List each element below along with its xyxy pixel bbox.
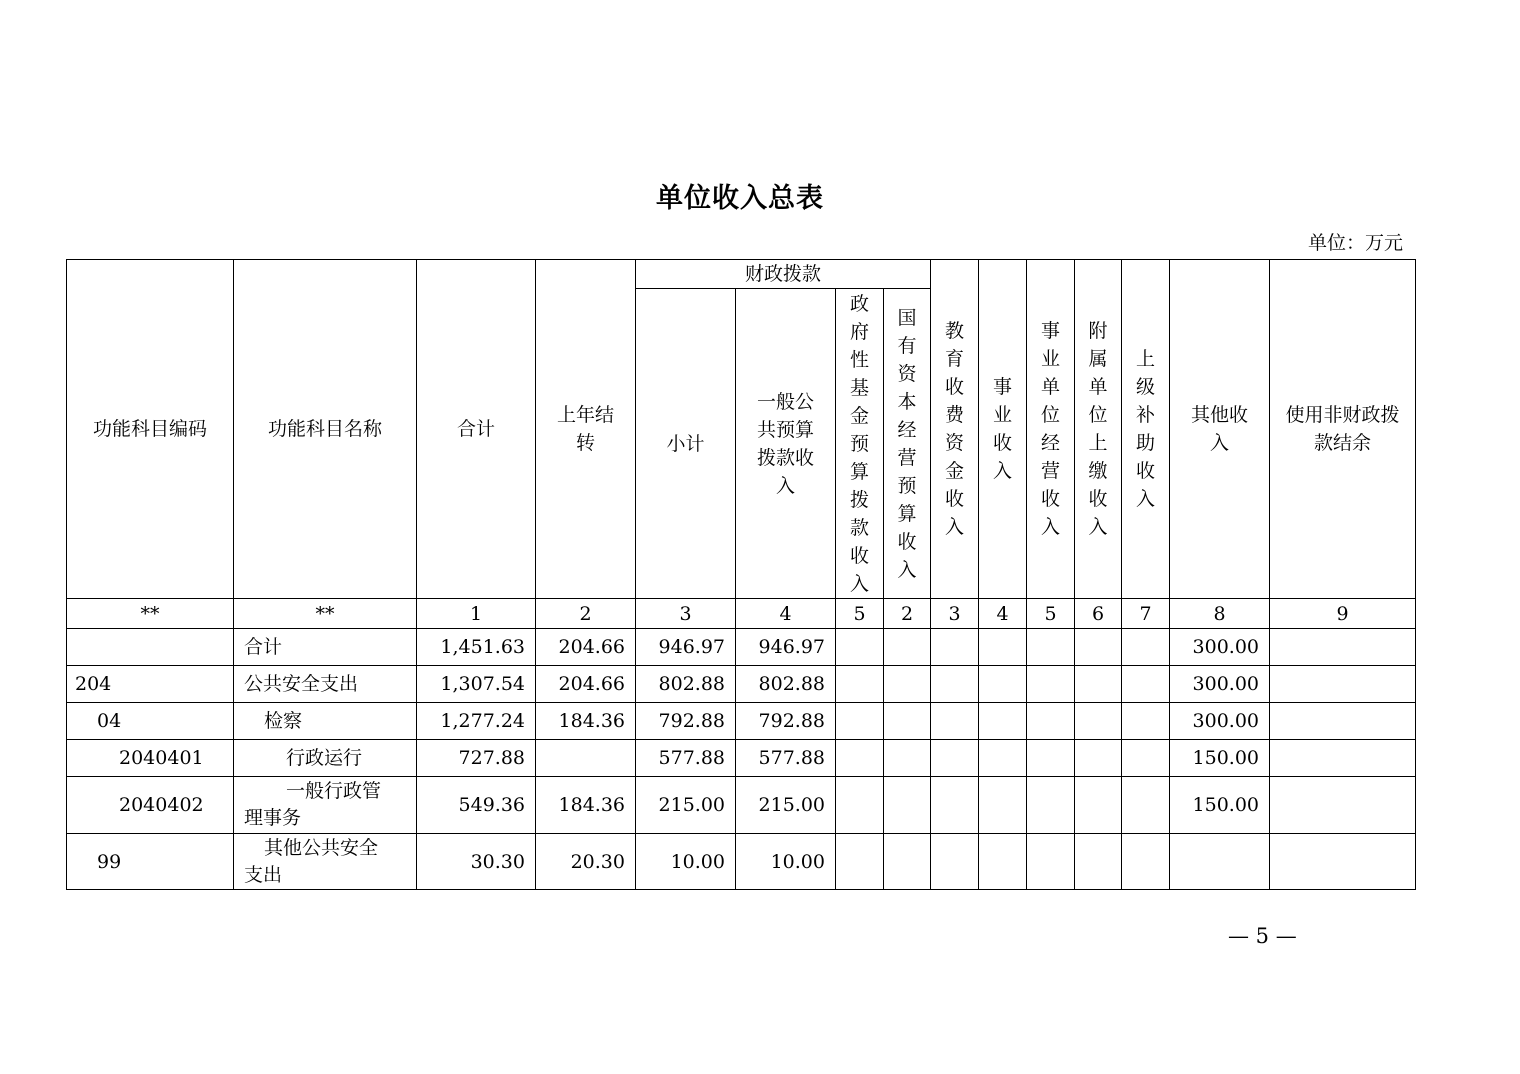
cell-total: 30.30 <box>417 834 536 890</box>
cell-empty <box>979 740 1027 777</box>
cell-empty <box>1075 777 1122 834</box>
cell-empty <box>979 703 1027 740</box>
cell-general: 215.00 <box>736 777 836 834</box>
cell-empty <box>884 777 931 834</box>
cell-name: 公共安全支出 <box>234 666 417 703</box>
cell-empty <box>884 703 931 740</box>
index-cell: 5 <box>1027 599 1075 629</box>
cell-empty <box>884 740 931 777</box>
cell-empty <box>1122 740 1170 777</box>
index-cell: 8 <box>1170 599 1270 629</box>
page-title: 单位收入总表 <box>656 183 824 214</box>
cell-subtotal: 792.88 <box>636 703 736 740</box>
cell-empty <box>979 666 1027 703</box>
cell-code <box>67 629 234 666</box>
cell-empty <box>884 666 931 703</box>
index-cell: 7 <box>1122 599 1170 629</box>
cell-empty <box>836 703 884 740</box>
header-superior-subsidy: 上级补助收入 <box>1122 260 1170 599</box>
cell-code: 2040401 <box>67 740 234 777</box>
index-cell: 6 <box>1075 599 1122 629</box>
header-subsidiary: 附属单位上缴收入 <box>1075 260 1122 599</box>
cell-empty <box>836 666 884 703</box>
cell-name-line2: 理事务 <box>244 807 302 829</box>
index-row <box>67 599 1416 629</box>
index-cell: 2 <box>884 599 931 629</box>
cell-total: 1,451.63 <box>417 629 536 666</box>
index-cell: 2 <box>536 599 636 629</box>
cell-empty <box>1270 666 1416 703</box>
header-other-income: 其他收入 <box>1170 260 1270 599</box>
cell-empty <box>1075 629 1122 666</box>
cell-other: 300.00 <box>1170 629 1270 666</box>
cell-general: 10.00 <box>736 834 836 890</box>
cell-empty <box>1122 834 1170 890</box>
cell-empty <box>1270 703 1416 740</box>
cell-total: 1,307.54 <box>417 666 536 703</box>
header-carryover: 上年结转 <box>536 260 636 599</box>
cell-code: 204 <box>67 666 234 703</box>
header-name: 功能科目名称 <box>234 260 417 599</box>
cell-code: 2040402 <box>67 777 234 834</box>
cell-total: 1,277.24 <box>417 703 536 740</box>
cell-name: 合计 <box>234 629 417 666</box>
cell-empty <box>836 834 884 890</box>
cell-empty <box>1270 740 1416 777</box>
table-row <box>67 703 1416 740</box>
cell-empty <box>1122 703 1170 740</box>
table-row <box>67 666 1416 703</box>
table-row <box>67 834 1416 890</box>
header-business-income: 事业收入 <box>979 260 1027 599</box>
cell-general: 946.97 <box>736 629 836 666</box>
cell-subtotal: 215.00 <box>636 777 736 834</box>
index-cell: 1 <box>417 599 536 629</box>
index-cell: 9 <box>1270 599 1416 629</box>
cell-name-line2: 支出 <box>244 863 283 886</box>
header-state-capital: 国有资本经营预算收入 <box>884 289 931 599</box>
cell-empty <box>884 834 931 890</box>
cell-name <box>234 777 417 834</box>
page-number: — 5 — <box>1228 924 1297 948</box>
cell-name: 行政运行 <box>234 740 417 777</box>
cell-empty <box>1027 703 1075 740</box>
cell-empty <box>1075 740 1122 777</box>
cell-general: 792.88 <box>736 703 836 740</box>
cell-code: 04 <box>67 703 234 740</box>
header-code: 功能科目编码 <box>67 260 234 599</box>
cell-subtotal: 802.88 <box>636 666 736 703</box>
cell-empty <box>979 629 1027 666</box>
header-total: 合计 <box>417 260 536 599</box>
cell-empty <box>931 703 979 740</box>
index-cell: ** <box>67 599 234 629</box>
cell-name-line1: 其他公共安全 <box>264 836 379 859</box>
cell-carryover: 204.66 <box>536 629 636 666</box>
cell-empty <box>836 629 884 666</box>
cell-empty <box>1122 629 1170 666</box>
cell-empty <box>979 777 1027 834</box>
index-cell: 5 <box>836 599 884 629</box>
cell-other: 300.00 <box>1170 703 1270 740</box>
header-business-operation: 事业单位经营收入 <box>1027 260 1075 599</box>
index-cell: ** <box>234 599 417 629</box>
cell-empty <box>931 777 979 834</box>
table-row <box>67 629 1416 666</box>
cell-carryover: 20.30 <box>536 834 636 890</box>
index-cell: 3 <box>636 599 736 629</box>
cell-empty <box>836 777 884 834</box>
cell-empty <box>1270 777 1416 834</box>
header-education-fee: 教育收费资金收入 <box>931 260 979 599</box>
cell-empty <box>1027 666 1075 703</box>
cell-name <box>234 834 417 890</box>
cell-empty <box>931 666 979 703</box>
cell-empty <box>1027 777 1075 834</box>
cell-carryover: 204.66 <box>536 666 636 703</box>
income-summary-table <box>66 259 1416 890</box>
header-gov-fund: 政府性基金预算拨款收入 <box>836 289 884 599</box>
cell-code: 99 <box>67 834 234 890</box>
header-general-budget: 一般公共预算拨款收入 <box>736 289 836 599</box>
cell-carryover: 184.36 <box>536 703 636 740</box>
cell-empty <box>1075 666 1122 703</box>
cell-empty <box>836 740 884 777</box>
cell-empty <box>1027 834 1075 890</box>
cell-empty <box>1270 629 1416 666</box>
cell-carryover <box>536 740 636 777</box>
cell-empty <box>884 629 931 666</box>
index-cell: 3 <box>931 599 979 629</box>
header-fiscal-group: 财政拨款 <box>636 260 931 289</box>
header-non-fiscal-balance: 使用非财政拨款结余 <box>1270 260 1416 599</box>
cell-other <box>1170 834 1270 890</box>
cell-other: 300.00 <box>1170 666 1270 703</box>
cell-subtotal: 10.00 <box>636 834 736 890</box>
index-cell: 4 <box>979 599 1027 629</box>
cell-empty <box>1027 629 1075 666</box>
table-row <box>67 777 1416 834</box>
cell-other: 150.00 <box>1170 777 1270 834</box>
cell-total: 727.88 <box>417 740 536 777</box>
cell-name-line1: 一般行政管 <box>286 780 382 802</box>
cell-empty <box>1122 777 1170 834</box>
unit-label: 单位：万元 <box>1307 232 1403 254</box>
cell-carryover: 184.36 <box>536 777 636 834</box>
cell-empty <box>931 740 979 777</box>
cell-empty <box>1270 834 1416 890</box>
cell-total: 549.36 <box>417 777 536 834</box>
cell-subtotal: 946.97 <box>636 629 736 666</box>
cell-name: 检察 <box>234 703 417 740</box>
cell-empty <box>1027 740 1075 777</box>
cell-empty <box>979 834 1027 890</box>
cell-other: 150.00 <box>1170 740 1270 777</box>
cell-empty <box>1122 666 1170 703</box>
cell-subtotal: 577.88 <box>636 740 736 777</box>
cell-general: 802.88 <box>736 666 836 703</box>
cell-empty <box>1075 703 1122 740</box>
table-row <box>67 740 1416 777</box>
cell-empty <box>931 629 979 666</box>
cell-general: 577.88 <box>736 740 836 777</box>
cell-empty <box>1075 834 1122 890</box>
header-fiscal-subtotal: 小计 <box>636 289 736 599</box>
cell-empty <box>931 834 979 890</box>
index-cell: 4 <box>736 599 836 629</box>
